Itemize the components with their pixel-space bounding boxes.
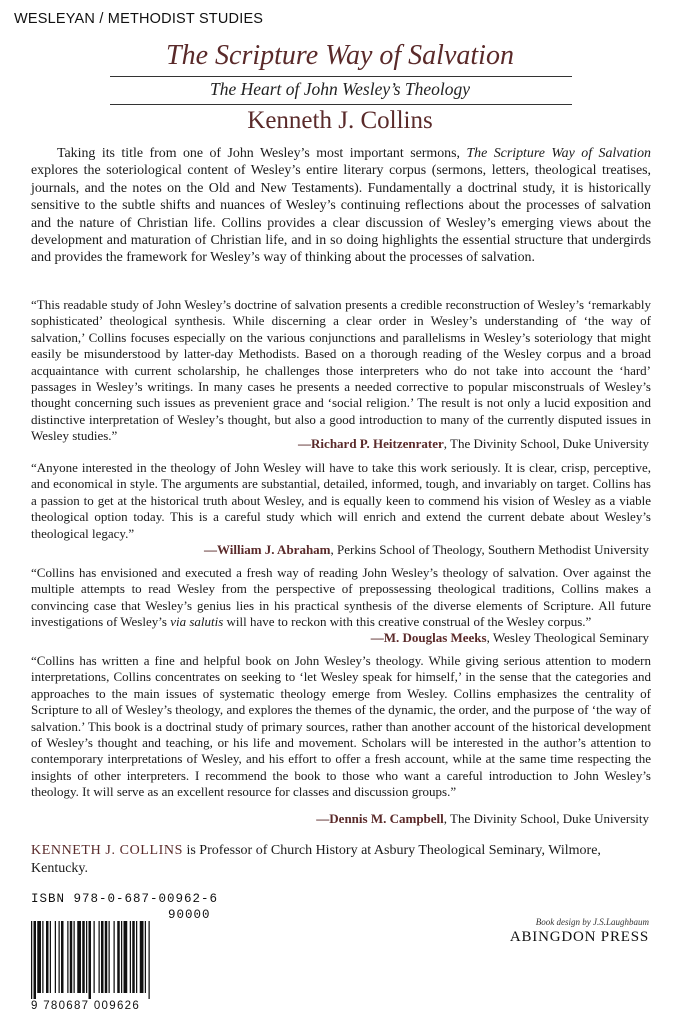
endorser-name-4: —Dennis M. Campbell [316,811,444,826]
book-subtitle: The Heart of John Wesley’s Theology [209,79,471,99]
title-rule-bottom [110,104,572,105]
author-bio [31,842,651,877]
endorsement-quote-1: “This readable study of John Wesley’s doctrine of salvation presents a credible reconstruction of Wesley’s ‘remarkably sophisticated’ theological synthesis. While discerning a clear order in Wesley’s understanding of ‘the way of salvation,’ Collins focuses especially on the various conjunctions and parallelisms in Wesley’s soteriology that might easily be misunderstood by latter-day Methodists. Based on a thorough reading of the Wesley corpus and a broad acquaintance with current scholarship, he challenges those interpreters who do not take into account the ‘hard’ passages in Wesley’s writings. In many cases he presents a needed corrective to popular misconstruals of Wesley’s thought concerning such issues as prevenient grace and ‘social religion.’ The result is not only a lucid exposition and distinctive interpretation of Wesley’s thought, but also a good introduction to many of the currently disputed issues in Wesley studies.” [31,297,651,444]
endorser-affiliation-2: , Perkins School of Theology, Southern Methodist University [330,542,649,557]
endorser-name-1: —Richard P. Heitzenrater [298,436,444,451]
barcode-bar [149,921,150,999]
title-rule-top [110,76,572,77]
barcode-bar [34,921,37,999]
barcode-bar [117,921,120,993]
barcode-bar [140,921,144,993]
barcode-bar [61,921,64,993]
barcode-bar [132,921,135,993]
quote-3-before: “Collins has envisioned and executed a fresh way of reading John Wesley’s theology of salvation. Over against the multiple attempts to read Wesley from the perspective of prepossessing theological traditions, Collins makes a convincing case that Wesley’s genius lies in his practical synthesis of the diverse elements of Scripture. All future investigations of Wesley’s [31,565,651,630]
barcode-bar [130,921,131,993]
barcode-bar [74,921,75,993]
intro-lead: Taking its title from one of John Wesley’s most important sermons, [57,146,467,161]
quote-3-after: will have to reckon with this creative construal of the Wesley corpus.” [223,614,592,630]
intro-rest: explores the soteriological content of Wesley’s entire literary corpus (sermons, letters, theological treatises, journals, and the notes on the Old and New Testaments). Fundamentally a doctrinal study, it is historically sensitive to the subtle shifts and nuances of Wesley’s continuing reflections about the processes of salvation and the nature of Christian life. Collins provides a clear discussion of Wesley’s emerging views about the development and maturation of Christian life, and in so doing highlights the essential structure that undergirds and provides the framework for Wesley’s way of thinking about the processes of salvation. [31,163,651,266]
series-label: WESLEYAN / METHODIST STUDIES [14,11,264,27]
barcode-bar [55,921,56,993]
endorsement-attribution-2 [204,542,649,558]
endorsement-attribution-3 [371,630,649,646]
barcode-bar [86,921,87,993]
barcode-bar [42,921,43,993]
author-name: Kenneth J. Collins [247,107,433,134]
barcode-bar [59,921,60,993]
barcode-bar [37,921,41,993]
endorsement-quote-4: “Collins has written a fine and helpful book on John Wesley’s theology. While giving serious attention to modern interpretations, Collins concentrates on seeking to ‘let Wesley speak for himself,’ in the sense that the categories and approaches to the main issues of systematic theology emerge from Wesley. Collins emphasizes the centrality of Scripture to all of Wesley’s theology, and explores the themes of the dynamic, the order, and the purpose of ‘the way of salvation.’ This book is a doctrinal study of primary sources, rather than another account of the historical development of Wesley’s thought and teaching, or his life and movement. Scholars will be interested in the author’s attention to contemporary interpretations of Wesley, and his effort to offer a fresh account, while at the same time respecting the insights of other interpreters. I recommend the book to those who want a careful introduction to John Wesley’s theology. It will serve as an excellent resource for classes and discussion groups.” [31,653,651,800]
barcode-bar [101,921,104,993]
price-code: 90000 [168,908,211,922]
barcode-bar [46,921,49,993]
barcode-bar [89,921,92,999]
endorser-affiliation-1: , The Divinity School, Duke University [443,436,649,451]
barcode-bar [114,921,115,993]
barcode-bar [67,921,68,993]
barcode-bar [94,921,95,993]
barcode-bar [82,921,85,993]
endorser-name-3: —M. Douglas Meeks [370,630,487,645]
endorsement-attribution-1 [298,436,649,452]
endorsement-quote-2: “Anyone interested in the theology of John Wesley will have to take this work seriously. It is clear, crisp, perceptive, and economical in style. The arguments are substantial, detailed, informed, tough, and invariably on target. Collins has a passion to get at the historical truth about Wesley, and is equally keen to commend his vision of Wesley as a viable theological option today. This is a careful study which will enrich and extend the current debate about Wesley’s theological legacy.” [31,460,651,541]
barcode-bar [121,921,122,993]
publisher-name: ABINGDON PRESS [509,929,649,945]
barcode-bar [109,921,110,993]
isbn-number: ISBN 978-0-687-00962-6 [31,892,219,906]
intro-book-title: The Scripture Way of Salvation [466,146,651,161]
book-title: The Scripture Way of Salvation [166,40,514,71]
bio-author-name: KENNETH J. COLLINS [31,843,183,858]
endorsement-quote-3 [31,565,651,631]
barcode-bar [136,921,137,993]
barcode-graphic [31,921,251,999]
endorser-affiliation-4: , The Divinity School, Duke University [443,811,649,826]
bio-text: is Professor of Church History at Asbury Theological Seminary, Wilmore, Kentucky. [31,843,601,876]
quote-3-italic: via salutis [170,614,224,630]
endorser-affiliation-3: , Wesley Theological Seminary [486,630,649,645]
design-credit: Book design by J.S.Laughbaum [535,917,649,927]
barcode-bar [31,921,32,999]
ean-digits: 9 780687 009626 [31,1000,141,1012]
barcode-bar [124,921,128,993]
endorsement-attribution-4 [316,811,649,827]
intro-paragraph [31,145,651,267]
endorser-name-2: —William J. Abraham [203,542,331,557]
barcode-bar [50,921,51,993]
barcode-bar [70,921,73,993]
barcode-bar [145,921,146,993]
barcode-bar [105,921,108,993]
barcode-bar [77,921,81,993]
barcode-bar [99,921,100,993]
